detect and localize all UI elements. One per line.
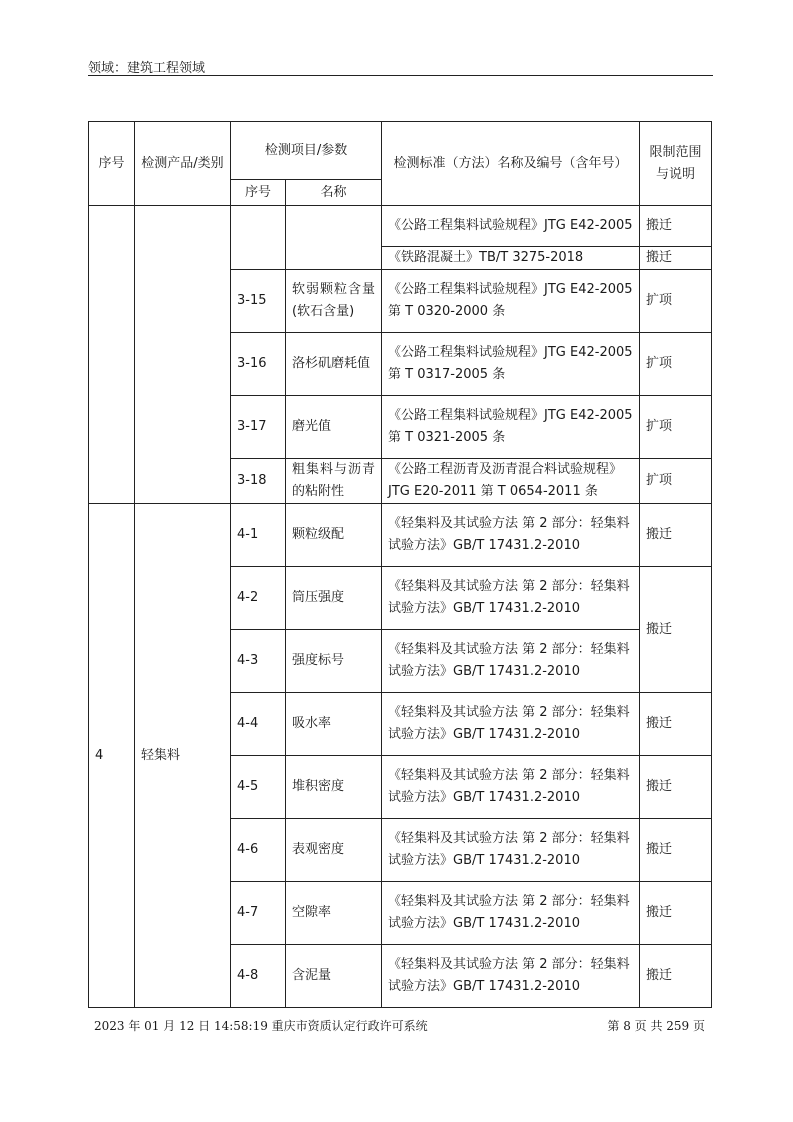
row-name: 含泥量: [286, 945, 382, 1008]
row-limit: 搬迁: [640, 882, 712, 945]
row-seq: 4-6: [231, 819, 286, 882]
table-header-row: [89, 122, 712, 180]
row-limit: 搬迁: [640, 945, 712, 1008]
row-name: 强度标号: [286, 630, 382, 693]
row-seq: 3-15: [231, 270, 286, 333]
row-name: 粗集料与沥青的粘附性: [286, 459, 382, 504]
row-name: 洛杉矶磨耗值: [286, 333, 382, 396]
header-product: 检测产品/类别: [135, 122, 231, 206]
row-name: 堆积密度: [286, 756, 382, 819]
group3-product-cell: [135, 206, 231, 504]
row-standard: 《公路工程集料试验规程》JTG E42-2005 第 T 0317-2005 条: [382, 333, 640, 396]
row-standard: 《轻集料及其试验方法 第 2 部分：轻集料试验方法》GB/T 17431.2-2010: [382, 567, 640, 630]
header-seq: 序号: [89, 122, 135, 206]
row-standard: 《公路工程集料试验规程》JTG E42-2005 第 T 0320-2000 条: [382, 270, 640, 333]
row-limit: 扩项: [640, 396, 712, 459]
row-name: 颗粒级配: [286, 504, 382, 567]
header-sub-seq: 序号: [231, 180, 286, 206]
row-standard: 《轻集料及其试验方法 第 2 部分：轻集料试验方法》GB/T 17431.2-2010: [382, 756, 640, 819]
header-limit: 限制范围与说明: [640, 122, 712, 206]
row-standard: 《轻集料及其试验方法 第 2 部分：轻集料试验方法》GB/T 17431.2-2010: [382, 693, 640, 756]
header-sub-name: 名称: [286, 180, 382, 206]
row-limit: 搬迁: [640, 247, 712, 270]
group4-seq: 4: [89, 504, 135, 1008]
footer-timestamp: 2023 年 01 月 12 日 14:58:19 重庆市资质认定行政许可系统: [94, 1019, 428, 1033]
group3-seq-cell: [89, 206, 135, 504]
row-standard: 《轻集料及其试验方法 第 2 部分：轻集料试验方法》GB/T 17431.2-2010: [382, 504, 640, 567]
row-limit: 扩项: [640, 333, 712, 396]
row-limit: 搬迁: [640, 504, 712, 567]
row-seq: 3-16: [231, 333, 286, 396]
row-limit: 扩项: [640, 459, 712, 504]
row-name: 软弱颗粒含量(软石含量): [286, 270, 382, 333]
table-row: [89, 504, 712, 567]
row-seq: 4-5: [231, 756, 286, 819]
row-standard: 《轻集料及其试验方法 第 2 部分：轻集料试验方法》GB/T 17431.2-2010: [382, 945, 640, 1008]
row-standard: 《公路工程集料试验规程》JTG E42-2005: [382, 206, 640, 247]
row-seq: 3-18: [231, 459, 286, 504]
footer-page-number: 第 8 页 共 259 页: [607, 1019, 705, 1033]
header-divider: [88, 75, 713, 76]
qualification-table: [88, 121, 712, 1008]
row-seq: 3-17: [231, 396, 286, 459]
row-standard: 《公路工程沥青及沥青混合料试验规程》JTG E20-2011 第 T 0654-2011 条: [382, 459, 640, 504]
row-seq: 4-2: [231, 567, 286, 630]
row-standard: 《轻集料及其试验方法 第 2 部分：轻集料试验方法》GB/T 17431.2-2010: [382, 630, 640, 693]
row-standard: 《公路工程集料试验规程》JTG E42-2005 第 T 0321-2005 条: [382, 396, 640, 459]
row-seq: 4-3: [231, 630, 286, 693]
row-seq: 4-4: [231, 693, 286, 756]
table-row: [89, 206, 712, 247]
row-limit: 搬迁: [640, 693, 712, 756]
header-item-param: 检测项目/参数: [231, 122, 382, 180]
row-name: 表观密度: [286, 819, 382, 882]
row-seq: 4-7: [231, 882, 286, 945]
page-header: 领域：建筑工程领域: [88, 61, 206, 76]
row-limit: 扩项: [640, 270, 712, 333]
row-name: 空隙率: [286, 882, 382, 945]
group4-product: 轻集料: [135, 504, 231, 1008]
row-limit: 搬迁: [640, 756, 712, 819]
row-seq: 4-1: [231, 504, 286, 567]
header-standard: 检测标准（方法）名称及编号（含年号）: [382, 122, 640, 206]
row-name: [286, 206, 382, 270]
row-limit: 搬迁: [640, 206, 712, 247]
row-name: 吸水率: [286, 693, 382, 756]
row-seq: [231, 206, 286, 270]
row-standard: 《轻集料及其试验方法 第 2 部分：轻集料试验方法》GB/T 17431.2-2010: [382, 882, 640, 945]
row-standard: 《铁路混凝土》TB/T 3275-2018: [382, 247, 640, 270]
row-name: 筒压强度: [286, 567, 382, 630]
row-name: 磨光值: [286, 396, 382, 459]
row-limit: 搬迁: [640, 567, 712, 693]
row-seq: 4-8: [231, 945, 286, 1008]
row-limit: 搬迁: [640, 819, 712, 882]
row-standard: 《轻集料及其试验方法 第 2 部分：轻集料试验方法》GB/T 17431.2-2010: [382, 819, 640, 882]
